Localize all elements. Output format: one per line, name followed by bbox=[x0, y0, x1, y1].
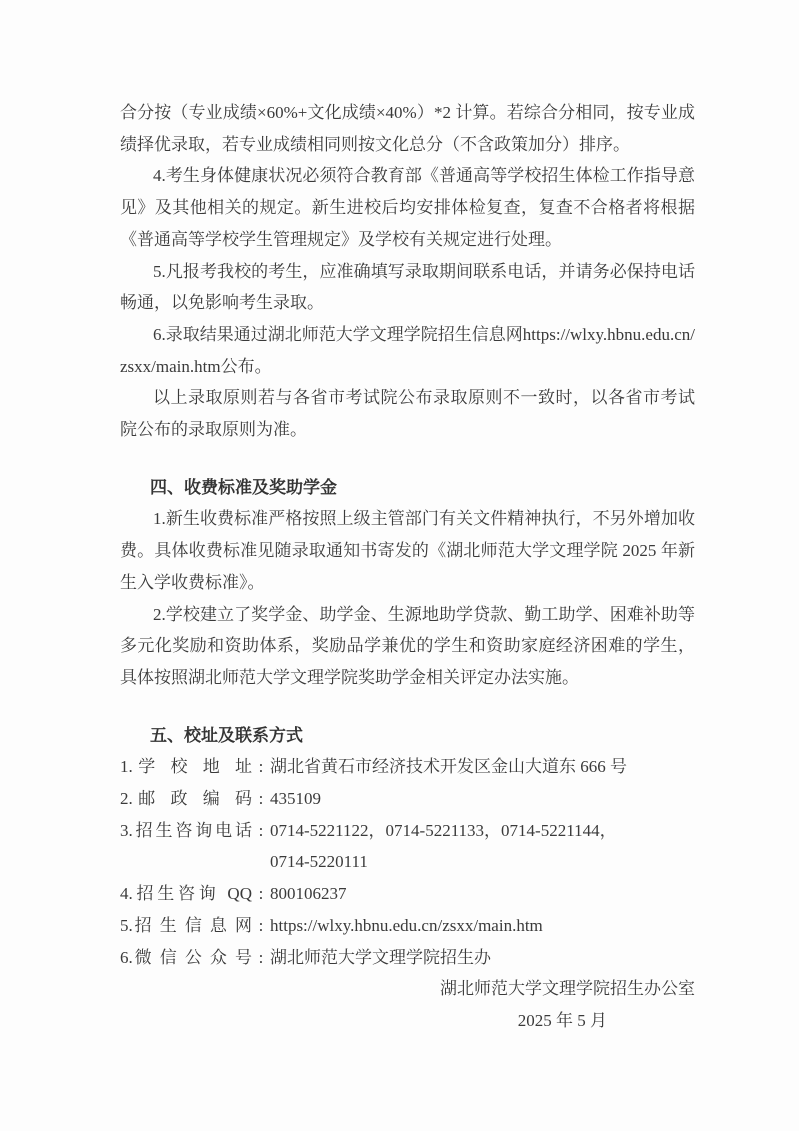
contact-colon: : bbox=[258, 915, 264, 935]
phone-line-1: 0714-5221122，0714-5221133，0714-5221144， bbox=[270, 820, 617, 840]
contact-colon: : bbox=[258, 820, 264, 840]
body-paragraph: 合分按（专业成绩×60%+文化成绩×40%）*2 计算。若综合分相同，按专业成绩择优录取，若专业成绩相同则按文化总分（不含政策加分）排序。 bbox=[120, 103, 695, 154]
body-paragraph: 5.凡报考我校的考生，应准确填写录取期间联系电话，并请务必保持电话畅通，以免影响考生录取。 bbox=[120, 261, 695, 313]
contact-row-postcode bbox=[120, 783, 695, 815]
body-paragraph: 以上录取原则若与各省市考试院公布录取原则不一致时，以各省市考试院公布的录取原则为准。 bbox=[120, 388, 695, 440]
contact-label: 4.招生咨询 QQ bbox=[120, 884, 252, 904]
contact-colon: : bbox=[258, 884, 264, 904]
contact-label: 2.邮 政 编 码 bbox=[120, 789, 252, 809]
contact-value: 435109 bbox=[270, 789, 321, 809]
section-heading-contact: 五、校址及联系方式 bbox=[150, 725, 303, 745]
contact-label: 3.招生咨询电话 bbox=[120, 820, 252, 840]
contact-label: 6.微 信 公 众 号 bbox=[120, 947, 252, 967]
contact-value: 湖北省黄石市经济技术开发区金山大道东 666 号 bbox=[270, 757, 627, 777]
contact-colon: : bbox=[258, 757, 264, 777]
body-paragraph: 6.录取结果通过湖北师范大学文理学院招生信息网https://wlxy.hbnu.edu.cn/zsxx/main.htm公布。 bbox=[120, 324, 695, 376]
contact-row-wechat bbox=[120, 942, 695, 974]
contact-row-qq bbox=[120, 878, 695, 910]
body-paragraph: 4.考生身体健康状况必须符合教育部《普通高等学校招生体检工作指导意见》及其他相关的规定。新生进校后均安排体检复查，复查不合格者将根据《普通高等学校学生管理规定》及学校有关规定进行处理。 bbox=[120, 166, 695, 249]
body-paragraph: 2.学校建立了奖学金、助学金、生源地助学贷款、勤工助学、困难补助等多元化奖励和资助体系，奖励品学兼优的学生和资助家庭经济困难的学生，具体按照湖北师范大学文理学院奖助学金相关评定办法实施。 bbox=[120, 604, 695, 687]
signature-office: 湖北师范大学文理学院招生办公室 bbox=[440, 979, 695, 999]
contact-row-address bbox=[120, 751, 695, 783]
contact-row-phone bbox=[120, 815, 695, 878]
contact-value-url: https://wlxy.hbnu.edu.cn/zsxx/main.htm bbox=[270, 915, 543, 935]
contact-row-website bbox=[120, 910, 695, 942]
body-paragraph: 1.新生收费标准严格按照上级主管部门有关文件精神执行，不另外增加收费。具体收费标准见随录取通知书寄发的《湖北师范大学文理学院 2025 年新生入学收费标准》。 bbox=[120, 509, 695, 592]
contact-label: 5.招 生 信 息 网 bbox=[120, 915, 252, 935]
contact-colon: : bbox=[258, 947, 264, 967]
contact-value: 800106237 bbox=[270, 884, 347, 904]
phone-line-2: 0714-5220111 bbox=[270, 852, 368, 872]
section-heading-fees: 四、收费标准及奖助学金 bbox=[150, 477, 337, 497]
contact-list bbox=[120, 751, 695, 973]
contact-colon: : bbox=[258, 789, 264, 809]
contact-label: 1.学 校 地 址 bbox=[120, 757, 252, 777]
contact-value: 湖北师范大学文理学院招生办 bbox=[270, 947, 491, 967]
signature-date: 2025 年 5 月 bbox=[517, 1010, 607, 1030]
contact-value bbox=[270, 815, 695, 878]
